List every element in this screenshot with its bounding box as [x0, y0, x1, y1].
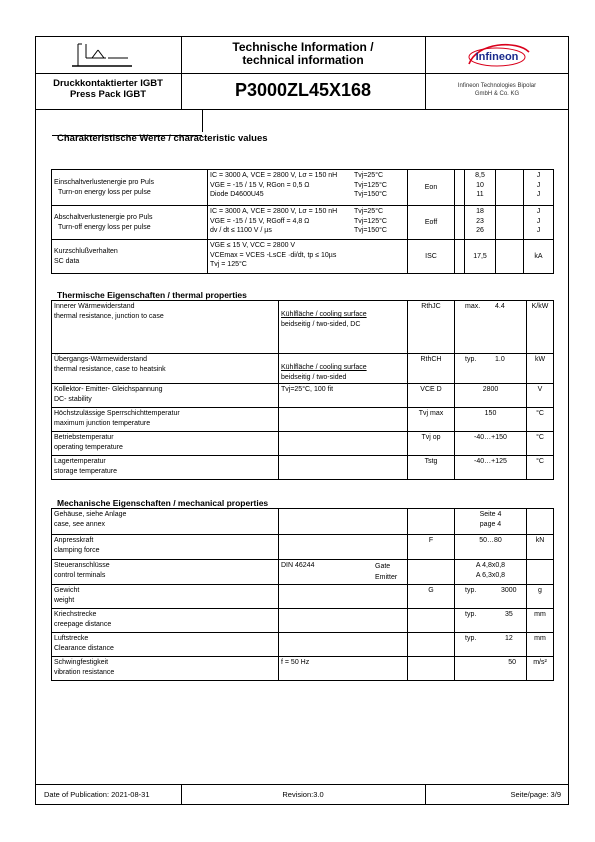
value-line: A 6,3x0,8 [475, 571, 506, 579]
table-row [52, 206, 554, 240]
page-number: Seite/page: 3/9 [510, 790, 561, 799]
param-name-de: Kurzschlußverhalten [54, 248, 118, 255]
table-row [52, 509, 554, 535]
unit-line: J [536, 208, 541, 215]
symbol-cell: RthCH [408, 354, 455, 384]
unit-line: J [536, 217, 541, 225]
param-name-de: Abschaltverlustenergie pro Puls [54, 214, 153, 221]
table-row [52, 657, 554, 681]
unit-cell: °C [527, 432, 554, 456]
unit-cell: g [527, 585, 554, 609]
param-name-en: case, see annex [54, 520, 105, 528]
cond-line: Tvj = 125°C [210, 261, 247, 268]
qualifier: typ. [465, 587, 477, 594]
param-name-de: Schwingfestigkeit [54, 659, 109, 666]
param-name-en: DC- stability [54, 395, 92, 403]
company-line-1: Infineon Technologies Bipolar [457, 83, 537, 89]
param-name-de: Kriechstrecke [54, 611, 97, 618]
param-name-en: maximum junction temperature [54, 419, 151, 427]
cond-line: beidseitig / two-sided, DC [281, 320, 361, 328]
param-name-en: vibration resistance [54, 668, 115, 676]
unit-cell: m/s² [527, 657, 554, 681]
temp-line: Tvj=150°C [354, 191, 387, 198]
qualifier: max. [465, 303, 481, 310]
param-name-de: Innerer Wärmewiderstand [54, 303, 135, 310]
value-line: Seite 4 [479, 511, 502, 518]
param-name-de: Übergangs-Wärmewiderstand [54, 356, 147, 363]
unit-cell: °C [527, 408, 554, 432]
qualifier: typ. [465, 356, 477, 363]
product-type-en: Press Pack IGBT [69, 89, 147, 100]
table-row [52, 585, 554, 609]
value-line: 18 [476, 208, 484, 215]
symbol-cell: Tstg [408, 456, 455, 480]
cond-line: VGE = -15 / 15 V, RGoff = 4,8 Ω [210, 217, 310, 225]
cond-line: VCEmax = VCES -LsCE ·di/dt, tp ≤ 10µs [210, 251, 337, 259]
param-name-en: Turn-on energy loss per pulse [58, 188, 151, 196]
table-row [52, 456, 554, 480]
unit-cell: kA [524, 240, 554, 274]
param-name-de: Anpresskraft [54, 537, 94, 544]
param-name-de: Gehäuse, siehe Anlage [54, 511, 127, 518]
header-divider [35, 73, 569, 74]
company-line-2: GmbH & Co. KG [474, 91, 520, 97]
table-row [52, 609, 554, 633]
symbol-cell: Tvj op [408, 432, 455, 456]
value-cell: -40…+125 [455, 456, 527, 480]
publication-date: Date of Publication: 2021-08-31 [44, 790, 150, 799]
product-type-de: Druckkontaktierter IGBT [53, 78, 163, 89]
param-name-en: control terminals [54, 571, 106, 579]
cond-line: VGE ≤ 15 V, VCC = 2800 V [210, 242, 296, 249]
cond-line: VGE = -15 / 15 V, RGon = 0,5 Ω [210, 181, 310, 189]
temp-line: Tvj=150°C [354, 227, 387, 234]
value-line: 11 [476, 191, 484, 198]
characteristic-heading: Charakteristische Werte / characteristic values [57, 133, 268, 144]
table-row [52, 240, 554, 274]
mechanical-table [51, 508, 554, 681]
thermal-heading: Thermische Eigenschaften / thermal properties [57, 290, 247, 300]
symbol-cell: F [408, 535, 455, 560]
cond-line: dv / dt ≤ 1100 V / µs [210, 227, 272, 234]
infineon-brand-text: Infineon [475, 51, 519, 63]
value-line: A 4,8x0,8 [475, 562, 506, 569]
param-name-en: thermal resistance, junction to case [54, 312, 164, 320]
table-row [52, 560, 554, 585]
value: 1.0 [495, 356, 505, 363]
cond-cell: f = 50 Hz [279, 657, 408, 681]
cond-cell: Tvj=25°C, 100 fit [279, 384, 408, 408]
param-name-de: Einschaltverlustenergie pro Puls [54, 179, 154, 186]
unit-cell: mm [527, 609, 554, 633]
param-name-en: operating temperature [54, 443, 123, 451]
param-name-de: Lagertemperatur [54, 458, 106, 465]
header-bottom-line [35, 109, 569, 110]
value-cell: 17,5 [465, 240, 496, 274]
cond-line: Diode D4600U45 [210, 191, 264, 198]
symbol-cell: ISC [408, 240, 455, 274]
temp-line: Tvj=125°C [354, 217, 387, 225]
symbol-cell: Tvj max [408, 408, 455, 432]
unit-cell: V [527, 384, 554, 408]
table-row [52, 633, 554, 657]
param-name-en: storage temperature [54, 467, 118, 475]
emitter-label: Emitter [375, 574, 398, 581]
cond-line: IC = 3000 A, VCE = 2800 V, Lσ = 150 nH [210, 172, 338, 179]
table-row [52, 432, 554, 456]
param-name-de: Kollektor- Emitter- Gleichspannung [54, 386, 163, 393]
gate-label: Gate [375, 563, 391, 570]
cond-line: IC = 3000 A, VCE = 2800 V, Lσ = 150 nH [210, 208, 338, 215]
unit-line: J [536, 191, 541, 198]
revision: Revision:3.0 [282, 790, 324, 799]
value: 35 [505, 611, 513, 618]
table-row [52, 170, 554, 206]
table-row [52, 384, 554, 408]
symbol-cell: VCE D [408, 384, 455, 408]
doc-title-de: Technische Information / [232, 40, 374, 54]
param-name-en: thermal resistance, case to heatsink [54, 365, 166, 373]
value-line: 10 [476, 181, 484, 189]
table-row [52, 354, 554, 384]
symbol-cell: G [408, 585, 455, 609]
part-number: P3000ZL45X168 [234, 80, 372, 100]
symbol-cell: RthJC [408, 301, 455, 354]
value-cell: -40…+150 [455, 432, 527, 456]
cond-line: Kühlfläche / cooling surface [281, 311, 367, 318]
unit-line: J [536, 181, 541, 189]
value-line: page 4 [479, 520, 502, 528]
param-name-en: Clearance distance [54, 644, 114, 652]
table-row [52, 301, 554, 354]
value: 3000 [501, 587, 517, 594]
value-line: 26 [476, 227, 484, 234]
unit-cell: kW [527, 354, 554, 384]
param-name-de: Gewicht [54, 587, 80, 594]
doc-title-en: technical information [242, 53, 364, 67]
param-name-en: Turn-off energy loss per pulse [58, 223, 151, 231]
unit-line: J [536, 227, 541, 234]
unit-cell: mm [527, 633, 554, 657]
cond-line: beidseitig / two-sided [281, 373, 347, 381]
value: 12 [505, 635, 513, 642]
value-cell: 50 [455, 657, 527, 681]
unit-line: J [536, 172, 541, 179]
value-line: 23 [476, 217, 484, 225]
infineon-logo [425, 40, 569, 72]
param-name-en: weight [54, 596, 75, 604]
unit-cell: kN [527, 535, 554, 560]
symbol-cell: Eon [408, 170, 455, 206]
mechanical-heading: Mechanische Eigenschaften / mechanical properties [57, 498, 269, 508]
cond-line: Kühlfläche / cooling surface [281, 364, 367, 371]
param-name-de: Höchstzulässige Sperrschichttemperatur [54, 410, 180, 417]
characteristic-table [51, 169, 554, 274]
value-cell: 2800 [455, 384, 527, 408]
footer-divider [35, 784, 569, 785]
param-name-en: SC data [54, 257, 80, 265]
value-line: 8,5 [475, 172, 485, 179]
temp-line: Tvj=25°C [354, 172, 384, 179]
param-name-de: Betriebstemperatur [54, 434, 114, 441]
param-name-en: clamping force [54, 546, 100, 554]
table-row [52, 535, 554, 560]
temp-line: Tvj=125°C [354, 181, 387, 189]
table-row [52, 408, 554, 432]
qualifier: typ. [465, 635, 477, 642]
param-name-de: Luftstrecke [54, 635, 89, 642]
unit-cell: K/kW [527, 301, 554, 354]
qualifier: typ. [465, 611, 477, 618]
value: 4.4 [495, 303, 505, 310]
thermal-table [51, 300, 554, 480]
unit-cell: °C [527, 456, 554, 480]
temp-line: Tvj=25°C [354, 208, 384, 215]
param-name-de: Steueranschlüsse [54, 562, 110, 569]
value-cell: 50…80 [455, 535, 527, 560]
cond-cell: DIN 46244 [281, 562, 315, 569]
tick-line [202, 110, 203, 132]
symbol-cell: Eoff [408, 206, 455, 240]
value-cell: 150 [455, 408, 527, 432]
igbt-symbol-logo [68, 40, 138, 70]
param-name-en: creepage distance [54, 620, 112, 628]
